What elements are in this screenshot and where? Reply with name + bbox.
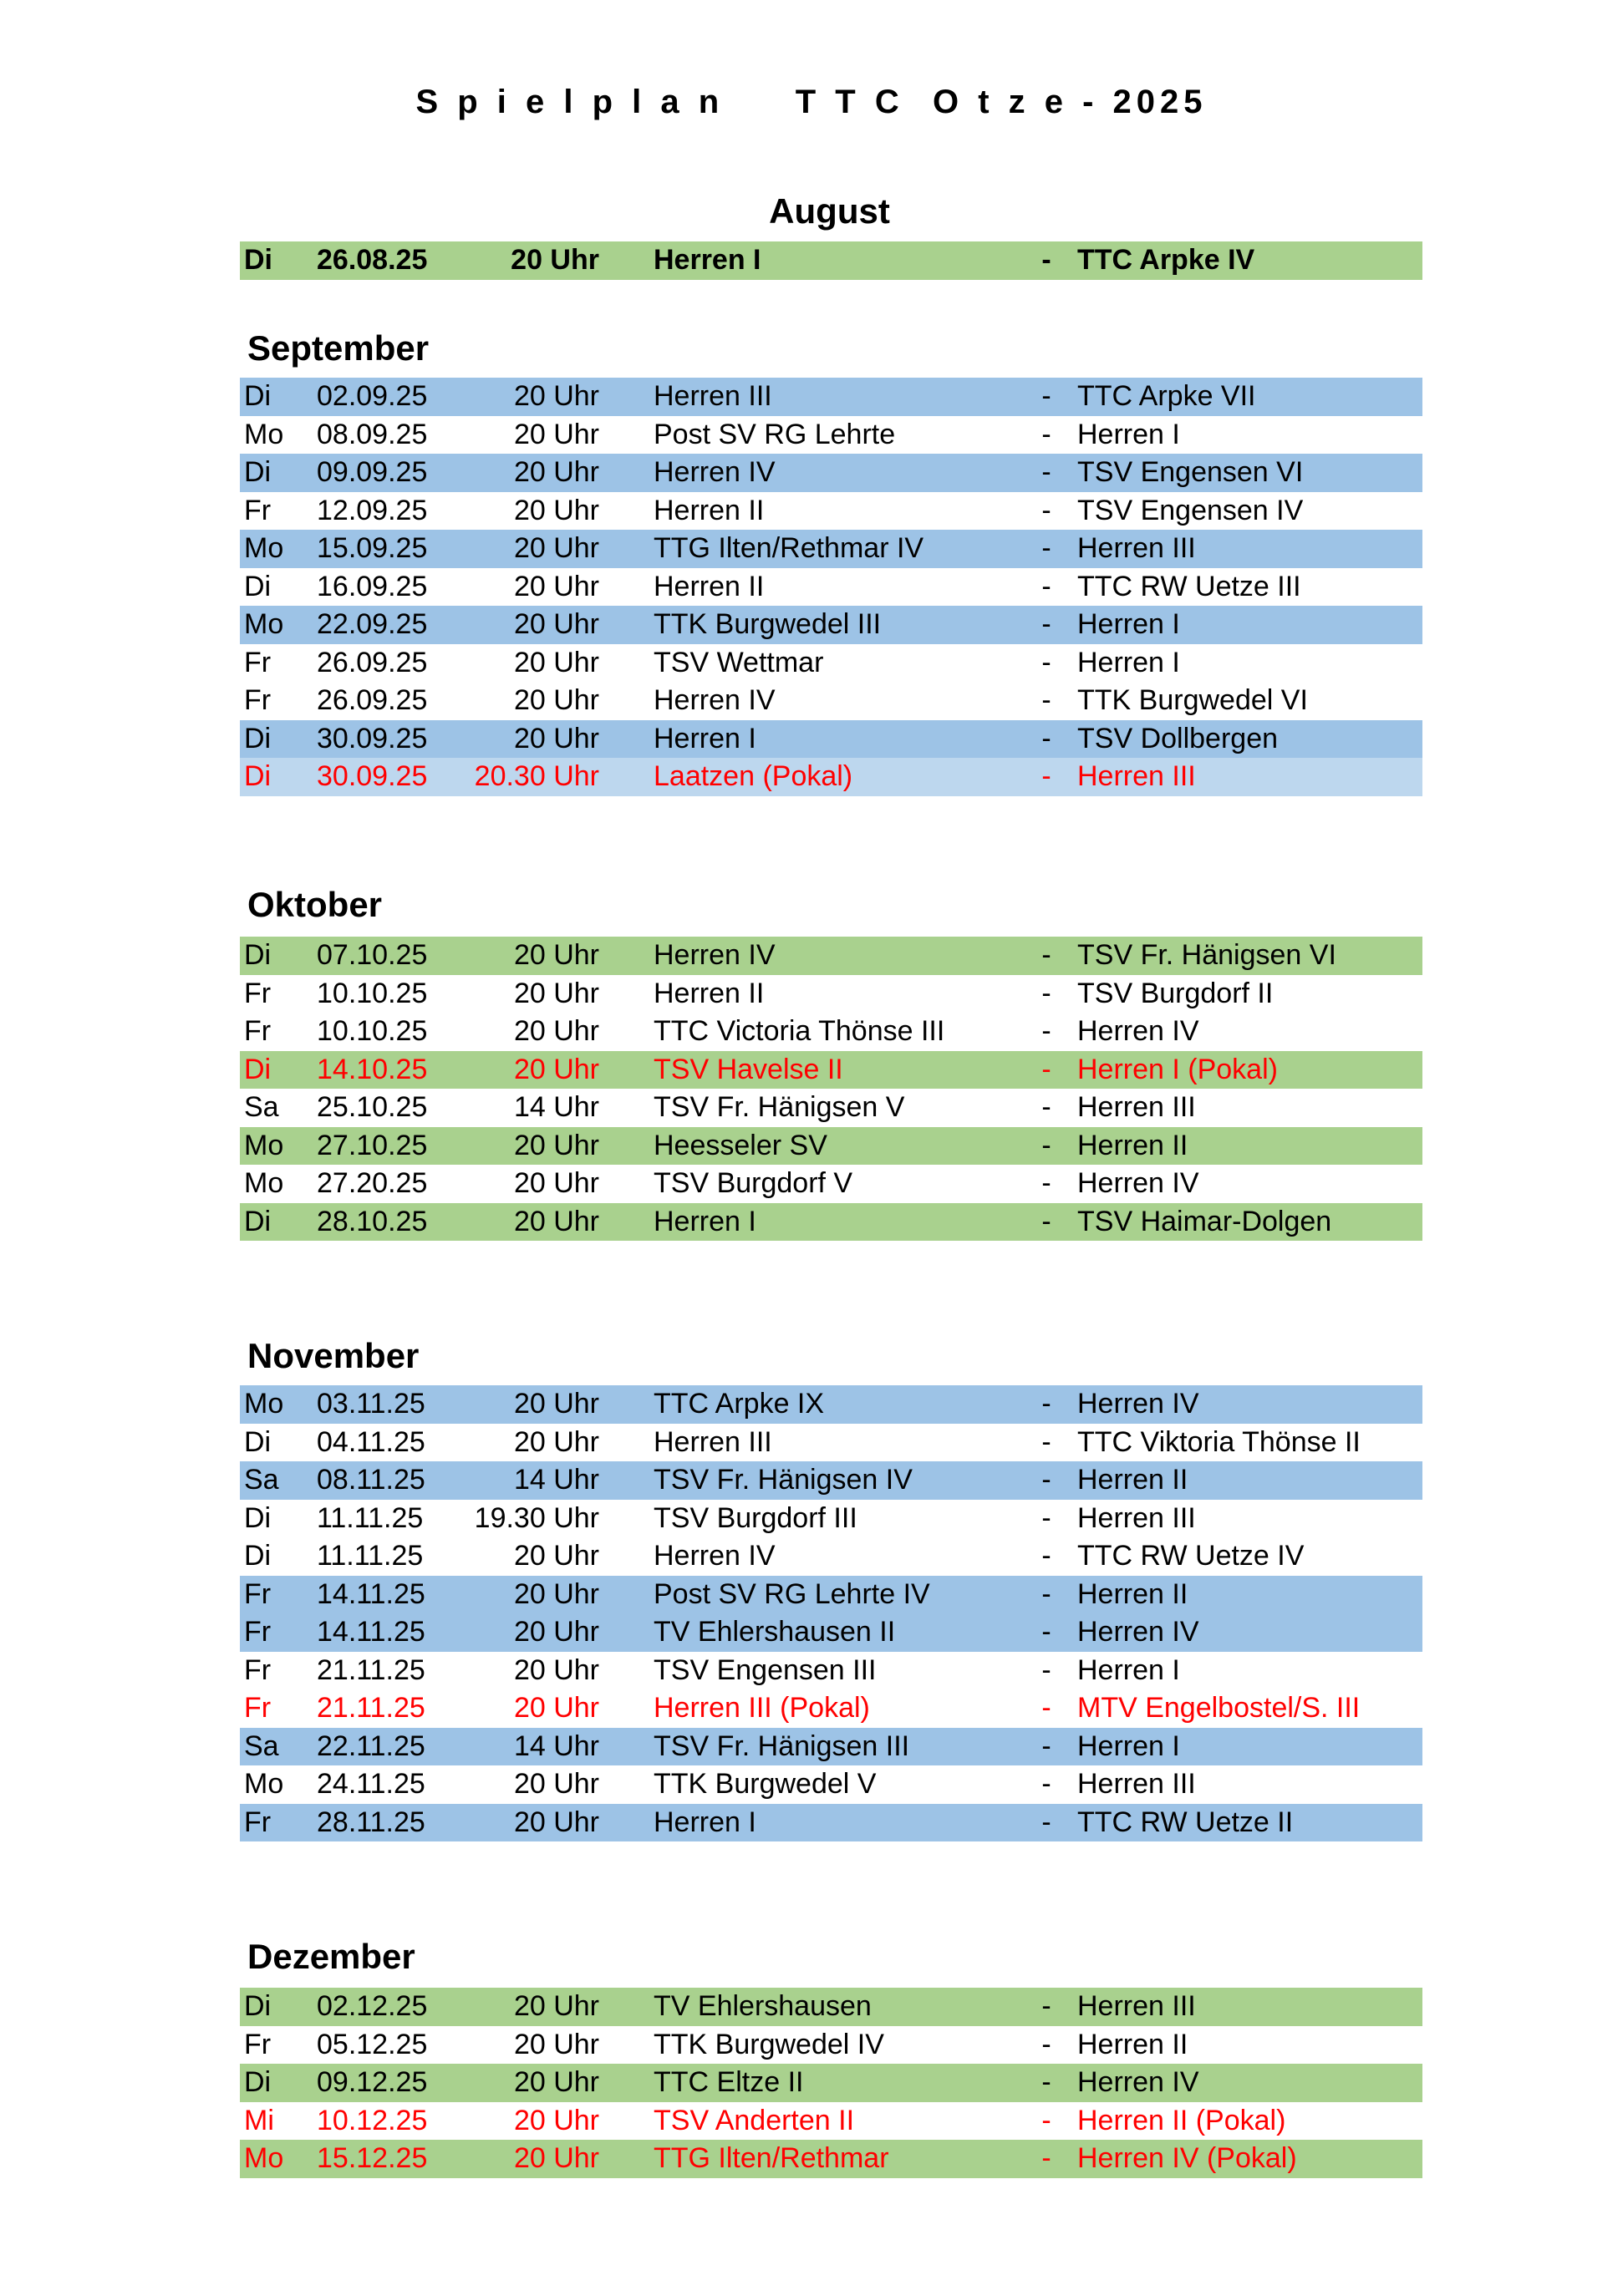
date-cell: 14.11.25	[317, 1616, 425, 1648]
table-row	[240, 1013, 1422, 1051]
separator-cell: -	[1041, 1053, 1051, 1085]
away-team-cell: TTC Viktoria Thönse II	[1077, 1425, 1361, 1458]
date-cell: 24.11.25	[317, 1768, 425, 1800]
separator-cell: -	[1041, 1540, 1051, 1572]
home-team-cell: TTC Victoria Thönse III	[654, 1015, 945, 1047]
away-team-cell: Herren II	[1077, 2028, 1188, 2060]
day-cell: Mo	[244, 418, 284, 450]
away-team-cell: TSV Haimar-Dolgen	[1077, 1205, 1332, 1237]
date-cell: 22.09.25	[317, 608, 428, 640]
separator-cell: -	[1041, 380, 1051, 412]
away-team-cell: TSV Dollbergen	[1077, 722, 1279, 754]
time-cell: 20 Uhr	[513, 570, 599, 602]
separator-cell: -	[1041, 684, 1051, 716]
home-team-cell: TTC Arpke IX	[654, 1388, 825, 1420]
home-team-cell: TSV Burgdorf III	[654, 1501, 857, 1534]
table-row	[240, 1203, 1422, 1242]
table-row	[240, 1089, 1422, 1127]
away-team-cell: Herren IV	[1077, 2066, 1199, 2098]
home-team-cell: TSV Havelse II	[654, 1053, 843, 1085]
time-cell: 20 Uhr	[513, 494, 599, 526]
separator-cell: -	[1041, 1990, 1051, 2022]
time-cell: 20 Uhr	[513, 1806, 599, 1838]
date-cell: 16.09.25	[317, 570, 428, 602]
separator-cell: -	[1041, 570, 1051, 602]
away-team-cell: TTC Arpke IV	[1077, 244, 1255, 276]
time-cell: 20 Uhr	[513, 1167, 599, 1199]
away-team-cell: TTC RW Uetze II	[1077, 1806, 1294, 1838]
time-cell: 20 Uhr	[513, 1205, 599, 1237]
away-team-cell: Herren IV	[1077, 1616, 1199, 1648]
date-cell: 25.10.25	[317, 1091, 428, 1123]
separator-cell: -	[1041, 1388, 1051, 1420]
away-team-cell: Herren I	[1077, 1730, 1180, 1762]
home-team-cell: Herren III	[654, 1425, 772, 1458]
date-cell: 28.11.25	[317, 1806, 425, 1838]
day-cell: Di	[244, 1205, 272, 1237]
separator-cell: -	[1041, 1167, 1051, 1199]
separator-cell: -	[1041, 494, 1051, 526]
time-cell: 20 Uhr	[513, 456, 599, 488]
home-team-cell: Herren IV	[654, 939, 776, 971]
away-team-cell: Herren III	[1077, 1091, 1196, 1123]
table-row	[240, 241, 1422, 280]
day-cell: Fr	[244, 2028, 272, 2060]
time-cell: 20.30 Uhr	[474, 760, 599, 792]
table-row	[240, 1461, 1422, 1500]
table-row	[240, 720, 1422, 759]
home-team-cell: TV Ehlershausen II	[654, 1616, 896, 1648]
home-team-cell: Herren II	[654, 570, 765, 602]
date-cell: 30.09.25	[317, 722, 428, 754]
table-row	[240, 1728, 1422, 1766]
date-cell: 21.11.25	[317, 1692, 425, 1724]
schedule-dezember	[240, 1988, 1422, 2178]
away-team-cell: Herren III	[1077, 532, 1196, 564]
away-team-cell: Herren III	[1077, 1501, 1196, 1534]
month-heading-oktober: Oktober	[247, 885, 383, 924]
day-cell: Di	[244, 380, 272, 412]
table-row	[240, 1988, 1422, 2026]
separator-cell: -	[1041, 760, 1051, 792]
home-team-cell: TTK Burgwedel III	[654, 608, 882, 640]
home-team-cell: Heesseler SV	[654, 1129, 827, 1161]
separator-cell: -	[1041, 939, 1051, 971]
day-cell: Di	[244, 570, 272, 602]
separator-cell: -	[1041, 1692, 1051, 1724]
time-cell: 20 Uhr	[513, 977, 599, 1009]
separator-cell: -	[1041, 1129, 1051, 1161]
home-team-cell: Herren II	[654, 494, 765, 526]
table-row	[240, 1385, 1422, 1424]
away-team-cell: Herren I	[1077, 646, 1180, 678]
time-cell: 19.30 Uhr	[474, 1501, 599, 1534]
date-cell: 15.12.25	[317, 2142, 428, 2174]
day-cell: Di	[244, 1501, 272, 1534]
date-cell: 14.10.25	[317, 1053, 428, 1085]
home-team-cell: Herren IV	[654, 1540, 776, 1572]
day-cell: Fr	[244, 1806, 272, 1838]
date-cell: 10.10.25	[317, 977, 428, 1009]
table-row	[240, 2102, 1422, 2141]
time-cell: 20 Uhr	[513, 722, 599, 754]
away-team-cell: Herren IV	[1077, 1015, 1199, 1047]
away-team-cell: TTC RW Uetze III	[1077, 570, 1301, 602]
home-team-cell: Herren I	[654, 1806, 756, 1838]
home-team-cell: TSV Fr. Hänigsen V	[654, 1091, 905, 1123]
time-cell: 20 Uhr	[513, 1425, 599, 1458]
schedule-oktober	[240, 937, 1422, 1241]
date-cell: 11.11.25	[317, 1540, 424, 1572]
separator-cell: -	[1041, 1653, 1051, 1686]
separator-cell: -	[1041, 2028, 1051, 2060]
table-row	[240, 1652, 1422, 1690]
table-row	[240, 644, 1422, 683]
time-cell: 14 Uhr	[513, 1730, 599, 1762]
table-row	[240, 1165, 1422, 1203]
day-cell: Fr	[244, 1577, 272, 1610]
away-team-cell: Herren I	[1077, 1653, 1180, 1686]
table-row	[240, 530, 1422, 568]
time-cell: 20 Uhr	[513, 380, 599, 412]
separator-cell: -	[1041, 1806, 1051, 1838]
month-heading-dezember: Dezember	[247, 1937, 415, 1976]
table-row	[240, 1804, 1422, 1842]
date-cell: 30.09.25	[317, 760, 428, 792]
day-cell: Mo	[244, 1388, 284, 1420]
away-team-cell: Herren II	[1077, 1577, 1188, 1610]
date-cell: 27.20.25	[317, 1167, 428, 1199]
day-cell: Di	[244, 1053, 272, 1085]
day-cell: Sa	[244, 1464, 279, 1496]
time-cell: 20 Uhr	[513, 939, 599, 971]
home-team-cell: TV Ehlershausen	[654, 1990, 872, 2022]
time-cell: 20 Uhr	[513, 608, 599, 640]
separator-cell: -	[1041, 2104, 1051, 2136]
home-team-cell: Herren II	[654, 977, 765, 1009]
day-cell: Mo	[244, 2142, 284, 2174]
home-team-cell: Herren IV	[654, 684, 776, 716]
day-cell: Mo	[244, 608, 284, 640]
home-team-cell: TSV Engensen III	[654, 1653, 877, 1686]
time-cell: 20 Uhr	[513, 2142, 599, 2174]
away-team-cell: Herren II (Pokal)	[1077, 2104, 1286, 2136]
home-team-cell: TSV Burgdorf V	[654, 1167, 853, 1199]
time-cell: 14 Uhr	[513, 1464, 599, 1496]
day-cell: Fr	[244, 1692, 272, 1724]
table-row	[240, 1537, 1422, 1576]
home-team-cell: Laatzen (Pokal)	[654, 760, 853, 792]
home-team-cell: Herren I	[654, 722, 756, 754]
month-heading-september: September	[247, 328, 430, 368]
home-team-cell: Herren III	[654, 380, 772, 412]
home-team-cell: TTC Eltze II	[654, 2066, 804, 2098]
date-cell: 27.10.25	[317, 1129, 428, 1161]
date-cell: 10.10.25	[317, 1015, 428, 1047]
away-team-cell: Herren I	[1077, 608, 1180, 640]
home-team-cell: Post SV RG Lehrte IV	[654, 1577, 930, 1610]
table-row	[240, 568, 1422, 607]
away-team-cell: TTC RW Uetze IV	[1077, 1540, 1305, 1572]
away-team-cell: TSV Burgdorf II	[1077, 977, 1274, 1009]
separator-cell: -	[1041, 532, 1051, 564]
time-cell: 20 Uhr	[513, 2066, 599, 2098]
day-cell: Fr	[244, 684, 272, 716]
table-row	[240, 492, 1422, 531]
date-cell: 26.08.25	[317, 244, 428, 276]
separator-cell: -	[1041, 418, 1051, 450]
away-team-cell: Herren III	[1077, 1768, 1196, 1800]
time-cell: 20 Uhr	[513, 1768, 599, 1800]
time-cell: 20 Uhr	[511, 244, 599, 276]
table-row	[240, 975, 1422, 1013]
home-team-cell: Herren III (Pokal)	[654, 1692, 870, 1724]
table-row	[240, 416, 1422, 455]
time-cell: 20 Uhr	[513, 1616, 599, 1648]
time-cell: 14 Uhr	[513, 1091, 599, 1123]
separator-cell: -	[1041, 1205, 1051, 1237]
home-team-cell: Herren IV	[654, 456, 776, 488]
table-row	[240, 378, 1422, 416]
table-row	[240, 1576, 1422, 1614]
day-cell: Di	[244, 244, 272, 276]
date-cell: 26.09.25	[317, 684, 428, 716]
date-cell: 04.11.25	[317, 1425, 425, 1458]
day-cell: Sa	[244, 1730, 279, 1762]
day-cell: Mo	[244, 1768, 284, 1800]
time-cell: 20 Uhr	[513, 1388, 599, 1420]
separator-cell: -	[1041, 1730, 1051, 1762]
table-row	[240, 682, 1422, 720]
day-cell: Di	[244, 760, 272, 792]
home-team-cell: Herren I	[654, 1205, 756, 1237]
separator-cell: -	[1041, 1425, 1051, 1458]
day-cell: Mo	[244, 1167, 284, 1199]
separator-cell: -	[1041, 1091, 1051, 1123]
separator-cell: -	[1041, 722, 1051, 754]
day-cell: Di	[244, 939, 272, 971]
table-row	[240, 1689, 1422, 1728]
day-cell: Mi	[244, 2104, 274, 2136]
page-title: S p i e l p l a n T T C O t z e - 2025	[415, 84, 1208, 120]
day-cell: Mo	[244, 532, 284, 564]
date-cell: 21.11.25	[317, 1653, 425, 1686]
home-team-cell: Herren I	[654, 244, 761, 276]
away-team-cell: MTV Engelbostel/S. III	[1077, 1692, 1361, 1724]
time-cell: 20 Uhr	[513, 532, 599, 564]
day-cell: Mo	[244, 1129, 284, 1161]
separator-cell: -	[1041, 456, 1051, 488]
home-team-cell: Post SV RG Lehrte	[654, 418, 896, 450]
home-team-cell: TSV Wettmar	[654, 646, 824, 678]
date-cell: 05.12.25	[317, 2028, 428, 2060]
date-cell: 22.11.25	[317, 1730, 425, 1762]
table-row	[240, 937, 1422, 975]
date-cell: 02.09.25	[317, 380, 428, 412]
home-team-cell: TTK Burgwedel V	[654, 1768, 877, 1800]
time-cell: 20 Uhr	[513, 1577, 599, 1610]
separator-cell: -	[1041, 1464, 1051, 1496]
home-team-cell: TSV Fr. Hänigsen III	[654, 1730, 910, 1762]
separator-cell: -	[1041, 1577, 1051, 1610]
home-team-cell: TTK Burgwedel IV	[654, 2028, 884, 2060]
date-cell: 15.09.25	[317, 532, 428, 564]
away-team-cell: Herren IV (Pokal)	[1077, 2142, 1297, 2174]
month-heading-november: November	[247, 1336, 420, 1375]
table-row	[240, 2064, 1422, 2102]
date-cell: 26.09.25	[317, 646, 428, 678]
separator-cell: -	[1041, 1616, 1051, 1648]
separator-cell: -	[1041, 646, 1051, 678]
away-team-cell: Herren I	[1077, 418, 1180, 450]
away-team-cell: TSV Engensen IV	[1077, 494, 1304, 526]
away-team-cell: Herren II	[1077, 1129, 1188, 1161]
day-cell: Fr	[244, 1616, 272, 1648]
date-cell: 09.12.25	[317, 2066, 428, 2098]
time-cell: 20 Uhr	[513, 1129, 599, 1161]
separator-cell: -	[1041, 2142, 1051, 2174]
away-team-cell: Herren IV	[1077, 1167, 1199, 1199]
time-cell: 20 Uhr	[513, 1053, 599, 1085]
day-cell: Fr	[244, 977, 272, 1009]
away-team-cell: Herren I (Pokal)	[1077, 1053, 1278, 1085]
away-team-cell: TSV Fr. Hänigsen VI	[1077, 939, 1336, 971]
time-cell: 20 Uhr	[513, 1015, 599, 1047]
separator-cell: -	[1041, 244, 1051, 276]
table-row	[240, 454, 1422, 492]
date-cell: 12.09.25	[317, 494, 428, 526]
home-team-cell: TTG Ilten/Rethmar	[654, 2142, 889, 2174]
day-cell: Fr	[244, 1015, 272, 1047]
date-cell: 28.10.25	[317, 1205, 428, 1237]
day-cell: Di	[244, 1540, 272, 1572]
day-cell: Sa	[244, 1091, 279, 1123]
date-cell: 14.11.25	[317, 1577, 425, 1610]
schedule-august	[240, 241, 1422, 280]
home-team-cell: TSV Anderten II	[654, 2104, 855, 2136]
away-team-cell: Herren IV	[1077, 1388, 1199, 1420]
table-row	[240, 1500, 1422, 1538]
time-cell: 20 Uhr	[513, 1990, 599, 2022]
separator-cell: -	[1041, 977, 1051, 1009]
table-row	[240, 1127, 1422, 1166]
home-team-cell: TTG Ilten/Rethmar IV	[654, 532, 924, 564]
day-cell: Fr	[244, 494, 272, 526]
home-team-cell: TSV Fr. Hänigsen IV	[654, 1464, 913, 1496]
time-cell: 20 Uhr	[513, 684, 599, 716]
date-cell: 11.11.25	[317, 1501, 424, 1534]
away-team-cell: TSV Engensen VI	[1077, 456, 1304, 488]
table-row	[240, 606, 1422, 644]
date-cell: 09.09.25	[317, 456, 428, 488]
time-cell: 20 Uhr	[513, 646, 599, 678]
separator-cell: -	[1041, 1501, 1051, 1534]
schedule-november	[240, 1385, 1422, 1841]
table-row	[240, 758, 1422, 796]
time-cell: 20 Uhr	[513, 1540, 599, 1572]
month-heading-august: August	[769, 191, 890, 231]
separator-cell: -	[1041, 1768, 1051, 1800]
table-row	[240, 2140, 1422, 2178]
date-cell: 08.09.25	[317, 418, 428, 450]
date-cell: 02.12.25	[317, 1990, 428, 2022]
separator-cell: -	[1041, 2066, 1051, 2098]
day-cell: Di	[244, 722, 272, 754]
day-cell: Di	[244, 1425, 272, 1458]
table-row	[240, 1424, 1422, 1462]
table-row	[240, 1613, 1422, 1652]
table-row	[240, 1051, 1422, 1090]
table-row	[240, 2026, 1422, 2065]
away-team-cell: TTC Arpke VII	[1077, 380, 1256, 412]
schedule-september	[240, 378, 1422, 796]
date-cell: 07.10.25	[317, 939, 428, 971]
time-cell: 20 Uhr	[513, 418, 599, 450]
separator-cell: -	[1041, 608, 1051, 640]
day-cell: Fr	[244, 646, 272, 678]
day-cell: Di	[244, 2066, 272, 2098]
away-team-cell: Herren III	[1077, 760, 1196, 792]
date-cell: 03.11.25	[317, 1388, 425, 1420]
table-row	[240, 1765, 1422, 1804]
time-cell: 20 Uhr	[513, 1692, 599, 1724]
time-cell: 20 Uhr	[513, 1653, 599, 1686]
time-cell: 20 Uhr	[513, 2028, 599, 2060]
date-cell: 10.12.25	[317, 2104, 428, 2136]
away-team-cell: TTK Burgwedel VI	[1077, 684, 1308, 716]
separator-cell: -	[1041, 1015, 1051, 1047]
day-cell: Di	[244, 1990, 272, 2022]
day-cell: Fr	[244, 1653, 272, 1686]
date-cell: 08.11.25	[317, 1464, 425, 1496]
away-team-cell: Herren II	[1077, 1464, 1188, 1496]
time-cell: 20 Uhr	[513, 2104, 599, 2136]
away-team-cell: Herren III	[1077, 1990, 1196, 2022]
day-cell: Di	[244, 456, 272, 488]
